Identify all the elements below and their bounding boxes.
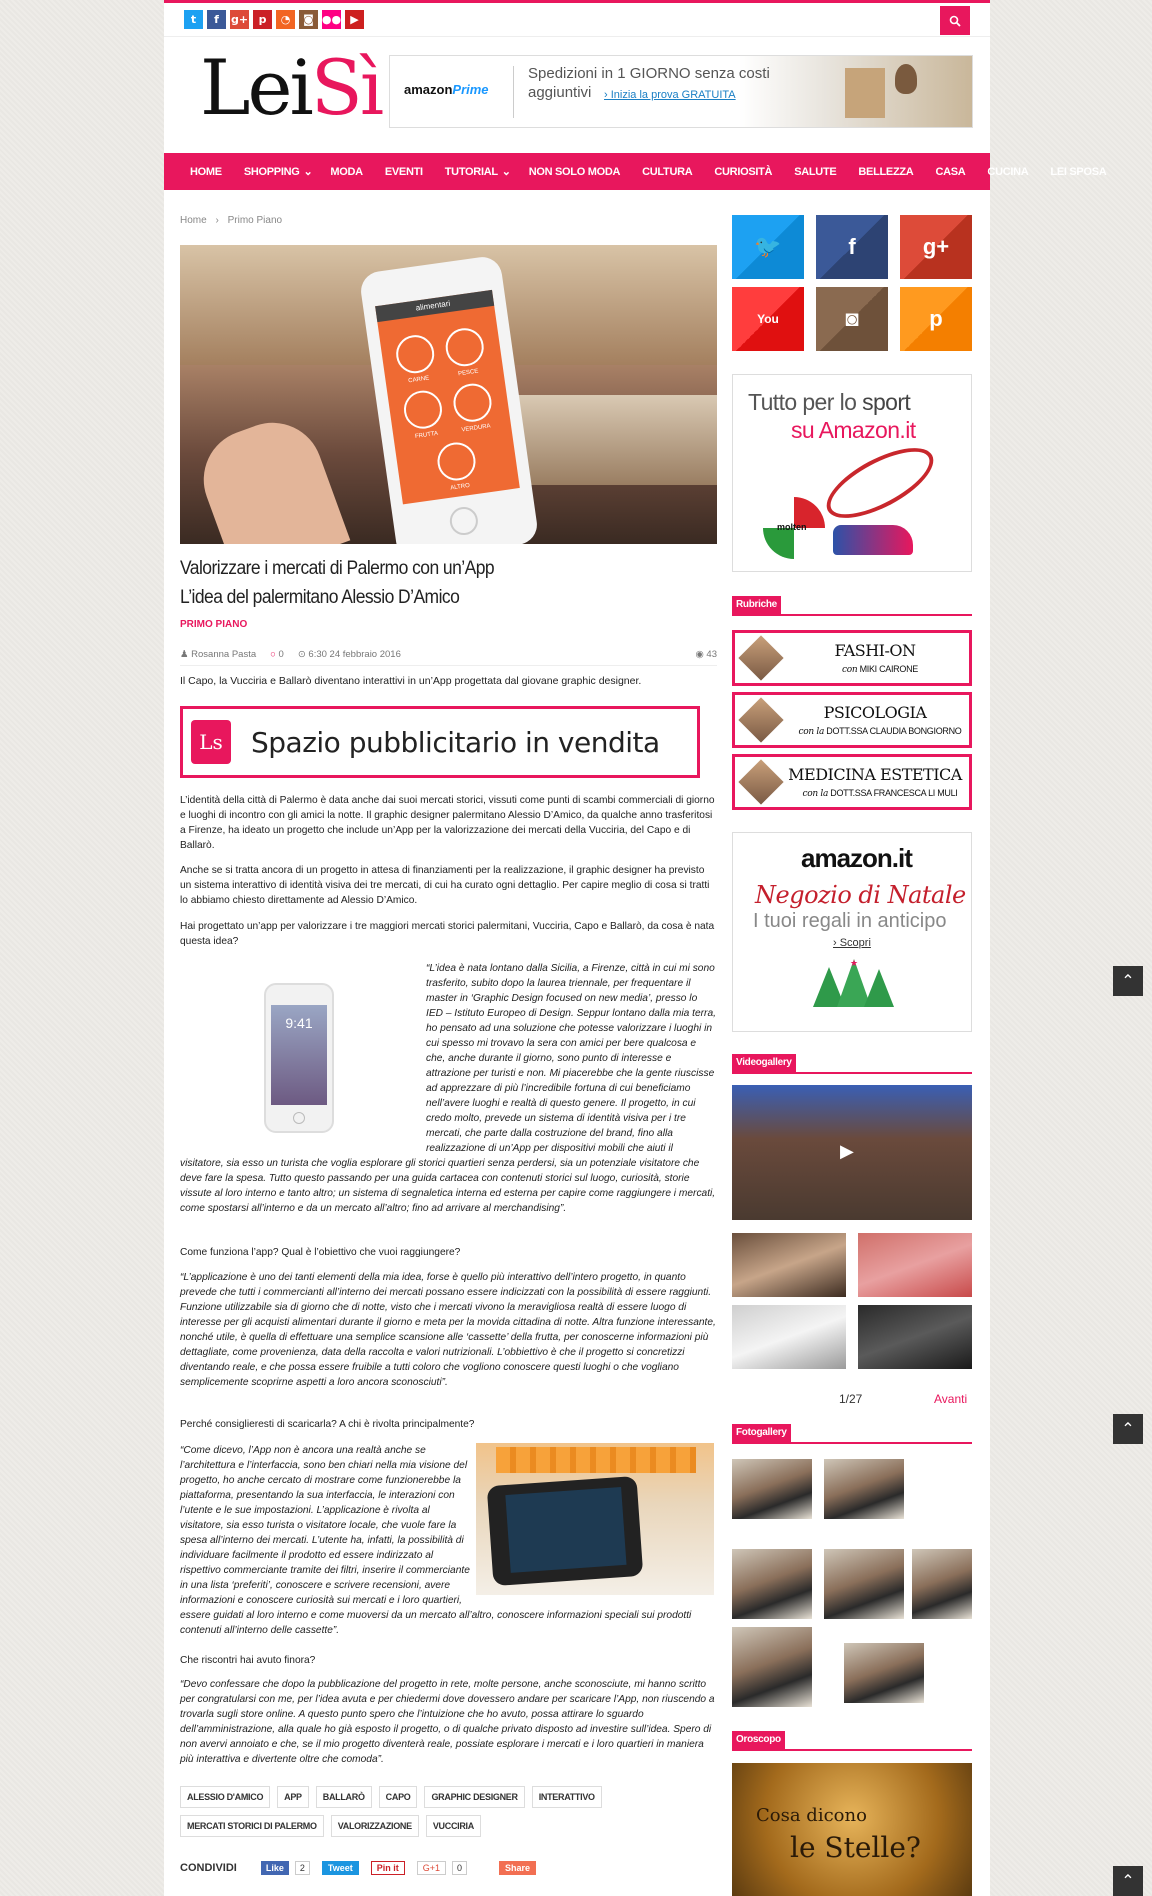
nav-item-5[interactable]: NON SOLO MODA (528, 165, 621, 178)
tag-item[interactable]: INTERATTIVO (532, 1786, 602, 1808)
nav-item-10[interactable]: CASA (935, 165, 966, 178)
christmas-tree-icon (809, 957, 899, 1017)
sidebar-google-plus-tile[interactable] (900, 215, 972, 279)
rubrica-title: FASHI-ON (834, 641, 916, 660)
answer-2: “L’applicazione è uno dei tanti elementi della mia idea, forse è quello più interattivo dell’intero progetto, in quanto prevede che tutti i commercianti all’interno dei mercati possano essere indicizzati con la possibilità di essere raggiunti. Funzione utilizzabile sia di giorno che di notte, visto che i mercati vivono la meravigliosa realtà di essere luogo di interesse per gli acquisti alimentari durante il giorno e meta per la movida cittadina di notte. Altra funzione interessante, nonché utile, è quella di effettuare una semplice scansione alle ‘cassette’ della frutta, per conoscerne informazioni più dettagliate, come provenienza, data della raccolta e valori nutrizionali. L’obbiettivo è che il progetto si concretizzi diventando reale, e che possa essere fruibile a tutti coloro che vogliono conoscere questi luoghi o che vogliano semplicemente scoprirne aspetti a loro ancora sconosciuti”. (180, 1272, 716, 1388)
rubrica-item[interactable] (732, 630, 972, 686)
app-category-label: PESCE (457, 368, 479, 378)
ad-space-text: Spazio pubblicitario in vendita (251, 725, 660, 759)
search-icon (949, 15, 961, 27)
tennis-racket-image (817, 434, 944, 532)
photo-thumb[interactable] (824, 1549, 904, 1619)
pinterest-icon[interactable]: p (253, 10, 272, 29)
instagram-icon: ◙ (845, 306, 859, 331)
pinterest-icon: p (929, 306, 943, 331)
tweet-button[interactable]: Tweet (322, 1861, 359, 1875)
sidebar-youtube-tile[interactable] (732, 287, 804, 351)
app-category-icon (435, 440, 478, 483)
photo-thumb[interactable] (732, 1459, 812, 1519)
hand-image (190, 409, 351, 544)
flickr-icon[interactable]: ●● (322, 10, 341, 29)
rubrica-item[interactable] (732, 754, 972, 810)
gplus-count: 0 (452, 1861, 467, 1875)
sidebar-instagram-tile[interactable] (816, 287, 888, 351)
youtube-icon: You (757, 312, 779, 326)
nav-item-2[interactable]: MODA (330, 165, 363, 178)
article-hero-image (180, 245, 717, 544)
paragraph-1: L’identità della città di Palermo è data anche dai suoi mercati storici, vissuti come punti di scambi commerciali di giorno e luoghi di incontro con gli amici la notte. Il graphic designer palermitano Alessio D’Amico, da qualche anno trasferitosi a Firenze, ha ideato un progetto che include un’App per la valorizzazione dei mercati della Vucciria, del Capo e di Ballarò. (180, 795, 715, 851)
video-next-link[interactable]: Avanti (934, 1392, 968, 1406)
leisi-badge-icon: Ls (191, 720, 231, 764)
rubrica-subtitle: con la DOTT.SSA CLAUDIA BONGIORNO (798, 726, 962, 737)
horoscope-banner[interactable] (732, 1763, 972, 1896)
search-button[interactable] (940, 6, 970, 35)
widget-title-rubriche: Rubriche (732, 596, 781, 614)
main-nav (164, 153, 1107, 190)
ad-box-image (845, 68, 885, 118)
youtube-icon[interactable]: ▶ (345, 10, 364, 29)
app-category-icon (402, 388, 445, 431)
app-category-icon (451, 381, 494, 424)
ad-brand-prime: Prime (452, 82, 489, 97)
tag-item[interactable]: CAPO (379, 1786, 418, 1808)
article-views: 43 (706, 649, 717, 660)
xmas-ad-brand: amazon.it (801, 843, 912, 873)
ad-brand: amazon (404, 82, 453, 97)
widget-title-fotogallery: Fotogallery (732, 1424, 791, 1442)
article-comments[interactable]: 0 (278, 649, 284, 660)
ad-person-image (895, 64, 917, 94)
xmas-ad-title: Negozio di Natale (755, 881, 966, 909)
photo-thumb[interactable] (824, 1459, 904, 1519)
question-3: Perché consiglieresti di scaricarla? A chi è rivolta principalmente? (180, 1419, 475, 1430)
video-thumb-4[interactable] (858, 1305, 972, 1369)
widget-title-oroscopo: Oroscopo (732, 1731, 785, 1749)
chevron-up-icon: ⌃ (1121, 973, 1135, 990)
nav-item-6[interactable]: CULTURA (642, 165, 693, 178)
article-category[interactable]: PRIMO PIANO (180, 619, 248, 630)
like-count: 2 (295, 1861, 310, 1875)
pin-button[interactable]: Pin it (371, 1861, 405, 1875)
article-author[interactable]: Rosanna Pasta (191, 649, 257, 660)
article-date: 6:30 24 febbraio 2016 (308, 649, 401, 660)
facebook-like-button[interactable]: Like (261, 1861, 289, 1875)
ad-line1: Spedizioni in 1 GIORNO senza costi (528, 65, 770, 82)
sidebar-facebook-tile[interactable] (816, 215, 888, 279)
breadcrumb-home[interactable]: Home (180, 215, 207, 226)
eye-icon: ◉ (695, 649, 707, 660)
chevron-down-icon: ⌄ (303, 166, 313, 178)
chevron-up-icon: ⌃ (1121, 1421, 1135, 1438)
breadcrumb-sep: › (215, 215, 219, 226)
title-line1: Valorizzare i mercati di Palermo con un’App (180, 558, 495, 579)
twitter-icon[interactable]: t (184, 10, 203, 29)
nav-item-3[interactable]: EVENTI (384, 165, 423, 178)
sidebar-twitter-tile[interactable] (732, 215, 804, 279)
logo-text-lei: Lei (200, 43, 311, 132)
tag-item[interactable]: VALORIZZAZIONE (331, 1815, 419, 1837)
shoe-image (833, 525, 913, 555)
video-counter: 1/27 (839, 1392, 863, 1406)
sport-amazon-ad[interactable]: Tutto per lo sport su Amazon.it molten (732, 374, 972, 572)
nav-item-0[interactable]: HOME (190, 165, 222, 178)
answer-3: “Come dicevo, l’App non è ancora una realtà anche se l’architettura e l’interfaccia, sono ben chiari nella mia visione del progetto, ho anche cercato di mostrare come funzionerebbe la piattaforma, presentando la sua interfaccia, le interazioni con l’utente e le sue impostazioni. L’applicazione è rivolta al visitatore, sia esso turista o visitatore locale, che vuole fare la spesa all’interno dei mercati. L’utente ha, infatti, la possibilità di individuare facilmente il prodotto ed essere indirizzato al rispettivo commerciante tramite dei filtri, inserire il commerciante in una lista ‘preferiti’, conoscere e scrivere recensioni, avere informazioni e conoscere curiosità sui mercati e i loro quartieri, essere guidati al loro interno e come muoversi da un mercato all’altro, conoscere informazioni speciali sui prodotti contenuti all’interno delle cassette”. (180, 1445, 692, 1636)
rubrica-title: PSICOLOGIA (823, 703, 927, 722)
photo-thumb[interactable] (732, 1549, 812, 1619)
rubrica-photo (738, 697, 783, 742)
tag-item[interactable]: MERCATI STORICI DI PALERMO (180, 1815, 324, 1837)
nav-item-9[interactable]: BELLEZZA (858, 165, 914, 178)
app-category-icon (394, 333, 437, 376)
scroll-top-button-3[interactable] (1113, 1866, 1143, 1896)
nav-item-8[interactable]: SALUTE (794, 165, 837, 178)
breadcrumb (180, 215, 282, 226)
instagram-icon[interactable]: ◙ (299, 10, 318, 29)
article-meta (180, 649, 717, 660)
xmas-ad-sub: I tuoi regali in anticipo (753, 910, 947, 932)
tag-list (180, 1786, 717, 1837)
photo-thumb[interactable] (732, 1627, 812, 1707)
play-icon: ▶ (840, 1141, 854, 1161)
christmas-amazon-ad[interactable] (732, 832, 972, 1032)
scroll-top-button-2[interactable] (1113, 1414, 1143, 1444)
rubrica-title: MEDICINA ESTETICA (788, 765, 962, 784)
photo-thumb[interactable] (912, 1549, 972, 1619)
facebook-icon[interactable]: f (207, 10, 226, 29)
horoscope-text2: le Stelle? (790, 1831, 921, 1864)
rubrica-item[interactable] (732, 692, 972, 748)
ad-cta-link[interactable]: › Inizia la prova GRATUITA (604, 89, 736, 101)
photo-thumb[interactable] (844, 1643, 924, 1703)
nav-item-1[interactable]: SHOPPING (243, 165, 300, 178)
chevron-up-icon: ⌃ (1121, 1873, 1135, 1890)
question-1: Hai progettato un’app per valorizzare i tre maggiori mercati storici palermitani, Vucciria, Capo e Ballarò, da cosa è nata questa idea? (180, 921, 715, 947)
rubrica-subtitle: con MIKI CAIRONE (842, 664, 918, 675)
comment-icon: ○ (270, 649, 279, 660)
app-category-label: VERDURA (461, 423, 492, 434)
tag-item[interactable]: APP (277, 1786, 309, 1808)
share-bar (180, 1861, 536, 1875)
google-plus-icon: g+ (922, 234, 950, 259)
tag-item[interactable]: VUCCIRIA (426, 1815, 481, 1837)
xmas-ad-cta[interactable]: › Scopri (833, 937, 871, 949)
share-label: CONDIVIDI (180, 1862, 237, 1874)
header-ad-amazon-prime[interactable] (389, 55, 973, 128)
logo-text-si: Sì (310, 43, 382, 132)
horoscope-text1: Cosa dicono (756, 1805, 867, 1826)
svg-text:★: ★ (850, 958, 859, 968)
page-container (164, 0, 1107, 1896)
tag-item[interactable]: GRAPHIC DESIGNER (424, 1786, 524, 1808)
rubrica-subtitle: con la DOTT.SSA FRANCESCA LI MULI (802, 788, 958, 799)
tag-item[interactable]: ALESSIO D'AMICO (180, 1786, 270, 1808)
nav-item-7[interactable]: CURIOSITÀ (714, 165, 773, 178)
question-2: Come funziona l’app? Qual è l’obiettivo che vuoi raggiungere? (180, 1247, 461, 1258)
app-category-label: FRUTTA (414, 430, 439, 440)
user-icon: ♟ (180, 649, 192, 660)
question-4: Che riscontri hai avuto finora? (180, 1655, 316, 1666)
paragraph-2: Anche se si tratta ancora di un progetto in attesa di finanziamenti per la realizzazione, il graphic designer ha previsto un sistema interattivo di identità visiva dei tre mercati, di cui ha curato ogni dettaglio. Per capire meglio di cosa si tratti lo abbiamo chiesto direttamente ad Alessio D’Amico. (180, 865, 710, 906)
video-thumb-2[interactable] (858, 1233, 972, 1297)
widget-title-videogallery: Videogallery (732, 1054, 796, 1072)
scroll-top-button[interactable] (1113, 966, 1143, 996)
video-thumb-3[interactable] (732, 1305, 846, 1369)
facebook-icon: f (848, 234, 856, 259)
video-thumb-1[interactable] (732, 1233, 846, 1297)
sidebar-pinterest-tile[interactable] (900, 287, 972, 351)
app-category-label: CARNE (407, 375, 430, 385)
answer-4: “Devo confessare che dopo la pubblicazione del progetto in rete, molte persone, anche sconosciute, mi hanno scritto per congratularsi con me, per l’idea avuta e per chiedermi dove dovessero andare per scaricare l’App, non riuscendo a trovarla sugli store online. A questo punto spero che l’intuizione che ho avuto, possa attirare lo sguardo dell’amministrazione, alla quale ho già esposto il progetto, o di qualche privato disposto ad investire sull’idea. Spero di non avervi annoiato e che, se il mio progetto diventerà reale, possiate esplorare i mercati e i loro quartieri in maniera più interattiva e divertente oltre che comoda”. (180, 1679, 715, 1765)
rubrica-photo (738, 759, 783, 804)
gplus-button[interactable]: G+1 (417, 1861, 446, 1875)
answer-1: “L’idea è nata lontano dalla Sicilia, a Firenze, città in cui mi sono trasferito, subito dopo la laurea triennale, per frequentare il master in ‘Graphic Design focused on new media’, presso lo IED – Istituto Europeo di Design. Seppur lontano dalla mia terra, ho pensato ad una soluzione che potesse valorizzare i luoghi in cui spesso mi trovavo la sera con amici per bere qualcosa e che, anche durante il giorno, sono punto di interesse e attrazione per turisti e non. Mi piacerebbe che la gente riuscisse ad apprezzare di più l’incredibile fortuna di cui beneficiamo nell’avere luoghi e realtà di questo genere. Il progetto, in cui credo molto, prevede un sistema di identità visiva per i tre mercati, che parte dalla costruzione del brand, fino alla realizzazione di un’App per dispositivi mobili che aiuti il visitatore, sia esso un turista che voglia esplorare gli storici quartieri senza perdersi, sia un potenziale visitatore che deve fare la spesa. Tutto questo passando per una guida cartacea con contenuti storici sul luogo, curiosità, storie vissute al loro interno e tanto altro; un sistema di segnaletica interna ed esterna per capire come raggiungere i mercati, come spostarsi all’interno e da un mercato all’altro; fino ad arrivare al merchandising”. (180, 963, 716, 1214)
app-category-icon (443, 326, 486, 369)
google-plus-icon[interactable]: g+ (230, 10, 249, 29)
app-header: alimentari (375, 290, 494, 322)
clock-icon: ⊙ (297, 649, 309, 660)
twitter-icon: 🐦 (754, 234, 782, 259)
article-title (180, 554, 674, 612)
nav-item-11[interactable]: CUCINA (987, 165, 1029, 178)
volleyball-image: molten (763, 497, 825, 559)
title-line2: L’idea del palermitano Alessio D’Amico (180, 587, 460, 608)
rss-icon[interactable]: ◔ (276, 10, 295, 29)
video-main-thumbnail[interactable] (732, 1085, 972, 1220)
ad-space-for-sale[interactable] (180, 706, 700, 778)
app-category-label: ALTRO (450, 482, 471, 492)
tag-item[interactable]: BALLARÒ (316, 1786, 372, 1808)
nav-item-12[interactable]: LEI SPOSA (1050, 165, 1107, 178)
nav-item-4[interactable]: TUTORIAL (444, 165, 498, 178)
breadcrumb-current[interactable]: Primo Piano (227, 215, 283, 226)
phone-clock: 9:41 (285, 1015, 313, 1031)
rubrica-photo (738, 635, 783, 680)
chevron-down-icon: ⌄ (501, 166, 511, 178)
article-lead: Il Capo, la Vucciria e Ballarò diventano interattivi in un’App progettata dal giovane graphic designer. (180, 675, 642, 687)
site-logo[interactable] (200, 43, 382, 132)
share-button[interactable]: Share (499, 1861, 536, 1875)
ad-line2: aggiuntivi (528, 84, 592, 101)
